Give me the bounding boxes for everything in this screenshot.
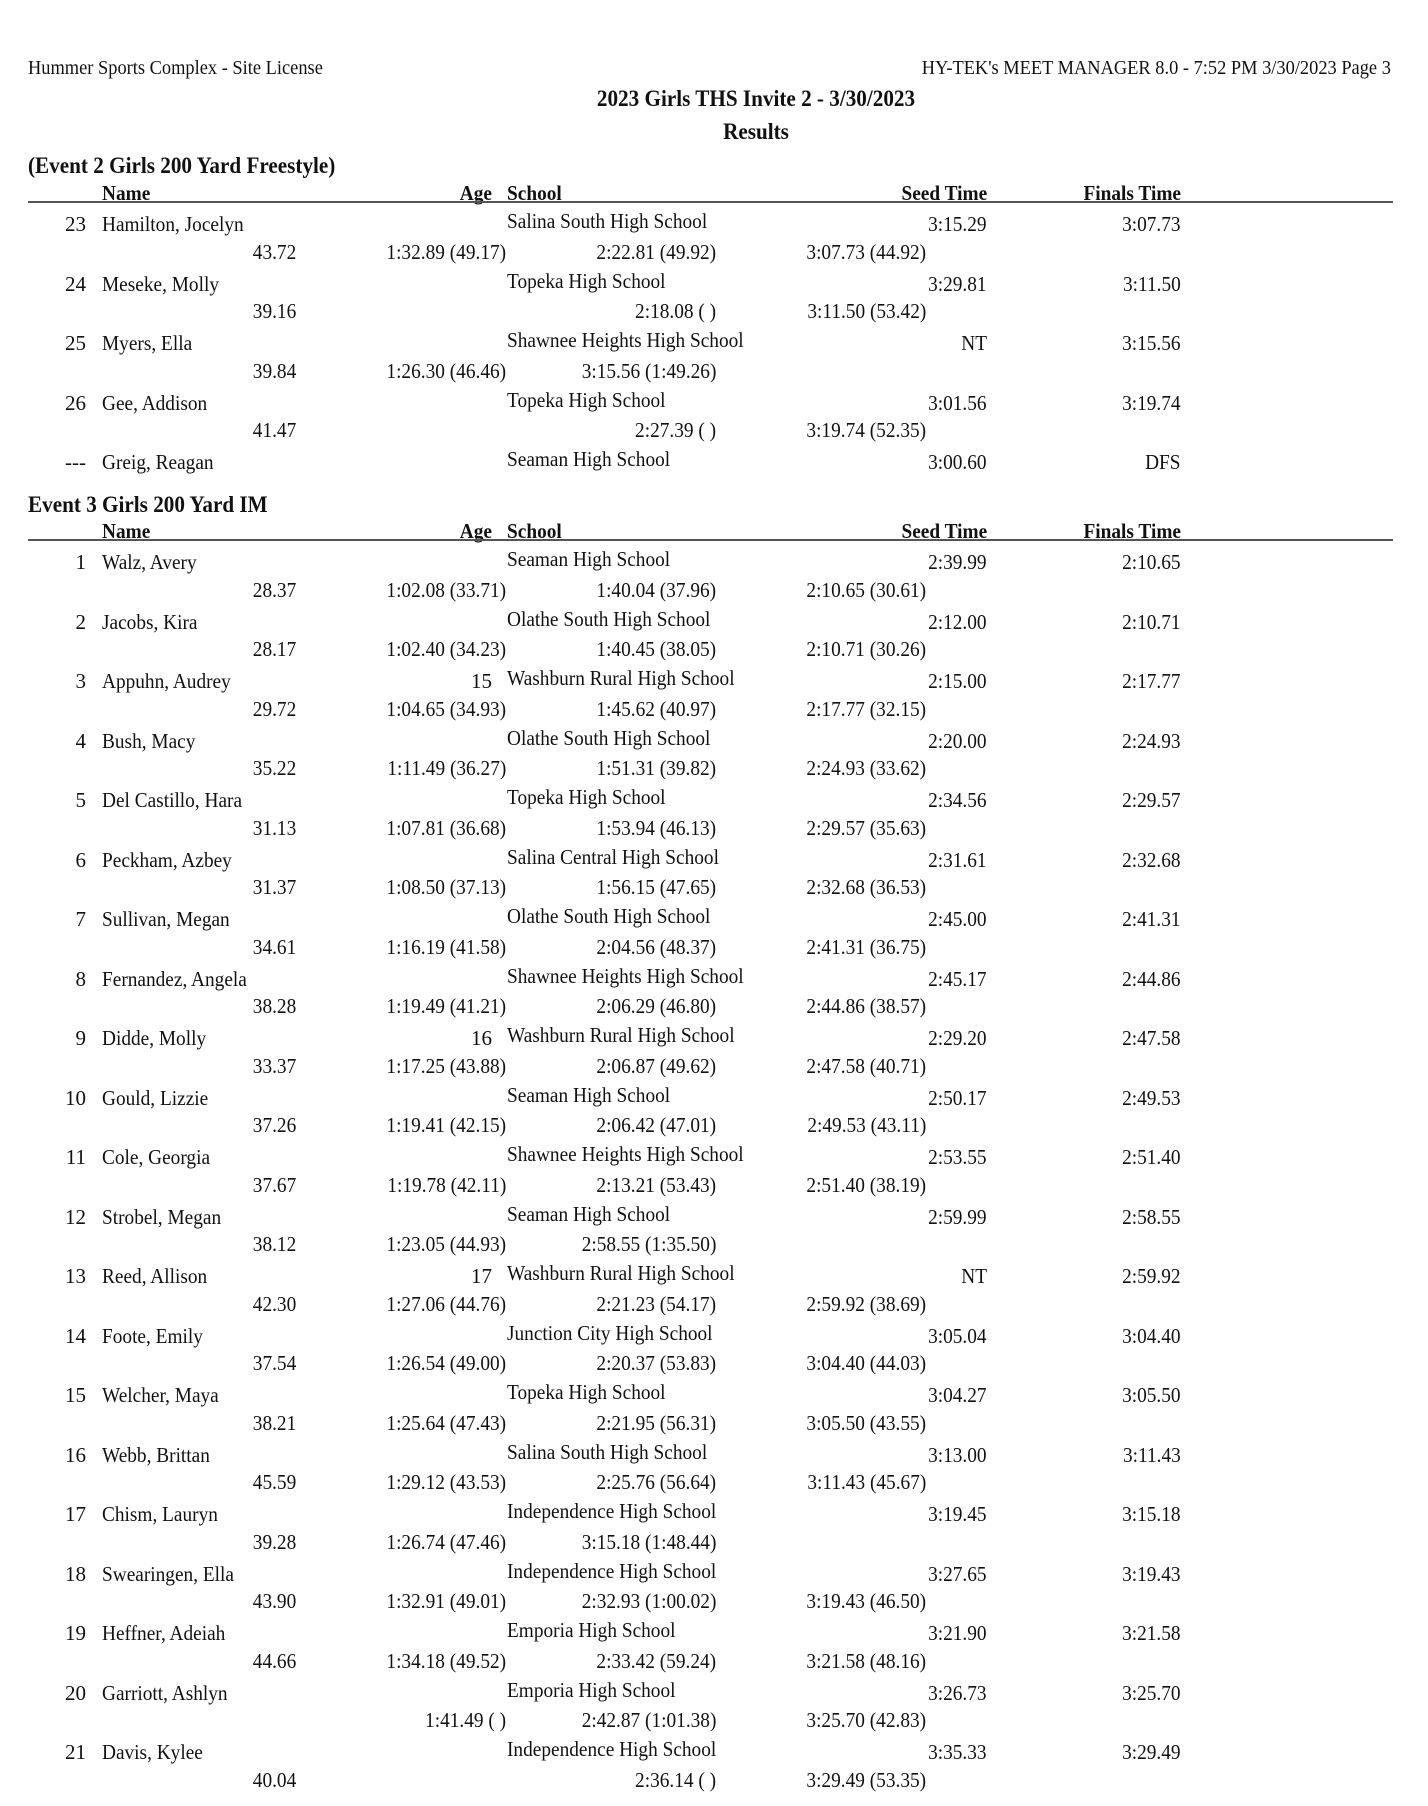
school-name: Washburn Rural High School xyxy=(507,1261,735,1285)
swimmer-name: Del Castillo, Hara xyxy=(102,788,243,812)
split-time: 2:06.42 (47.01) xyxy=(596,1113,716,1138)
finals-time: 2:24.93 xyxy=(1122,728,1181,753)
column-header-seed-time: Seed Time xyxy=(901,181,987,205)
split-time: 2:32.68 (36.53) xyxy=(806,875,926,900)
finals-time: 2:10.71 xyxy=(1122,609,1181,634)
split-time: 1:53.94 (46.13) xyxy=(596,815,716,840)
software-info: HY-TEK's MEET MANAGER 8.0 - 7:52 PM 3/30/2023 Page 3 xyxy=(921,57,1391,79)
swimmer-name: Foote, Emily xyxy=(102,1323,203,1348)
result-place: 11 xyxy=(65,1145,86,1169)
split-time: 3:19.43 (46.50) xyxy=(806,1589,926,1614)
split-time: 3:11.50 (53.42) xyxy=(807,299,926,324)
school-name: Topeka High School xyxy=(507,785,666,809)
school-name: Salina Central High School xyxy=(507,844,719,869)
seed-time: 2:50.17 xyxy=(928,1085,987,1110)
split-time: 2:58.55 (1:35.50) xyxy=(581,1232,716,1257)
seed-time: 2:53.55 xyxy=(928,1145,987,1169)
split-time: 3:21.58 (48.16) xyxy=(806,1648,926,1673)
split-time: 1:45.62 (40.97) xyxy=(596,696,716,721)
school-name: Topeka High School xyxy=(507,1380,666,1404)
swimmer-name: Sullivan, Megan xyxy=(102,907,230,931)
finals-time: 3:25.70 xyxy=(1122,1680,1181,1705)
school-name: Seaman High School xyxy=(507,1082,671,1107)
finals-time: 2:29.57 xyxy=(1122,788,1181,812)
seed-time: 3:05.04 xyxy=(928,1323,987,1348)
split-time: 43.90 xyxy=(252,1589,296,1614)
split-time: 1:23.05 (44.93) xyxy=(386,1232,506,1257)
split-time: 3:11.43 (45.67) xyxy=(807,1470,926,1495)
result-place: 23 xyxy=(65,212,86,236)
split-time: 39.16 xyxy=(252,299,296,324)
split-time: 2:25.76 (56.64) xyxy=(596,1470,716,1495)
swimmer-name: Meseke, Molly xyxy=(102,271,219,296)
header-divider xyxy=(28,539,1393,541)
split-time: 29.72 xyxy=(252,696,296,721)
split-time: 2:10.71 (30.26) xyxy=(806,637,926,662)
split-time: 39.84 xyxy=(252,358,296,383)
finals-time: 2:10.65 xyxy=(1122,550,1181,574)
result-place: 24 xyxy=(65,271,86,296)
split-time: 37.67 xyxy=(252,1172,296,1197)
swimmer-name: Peckham, Azbey xyxy=(102,847,232,872)
seed-time: 2:59.99 xyxy=(928,1204,987,1229)
seed-time: 3:26.73 xyxy=(928,1680,987,1705)
split-time: 2:13.21 (53.43) xyxy=(596,1172,716,1197)
split-time: 3:29.49 (53.35) xyxy=(806,1767,926,1792)
school-name: Salina South High School xyxy=(507,209,708,233)
seed-time: 3:00.60 xyxy=(928,450,987,474)
split-time: 38.28 xyxy=(252,994,296,1019)
split-time: 45.59 xyxy=(252,1470,296,1495)
finals-time: 3:05.50 xyxy=(1122,1383,1181,1407)
finals-time: 3:11.50 xyxy=(1123,271,1181,296)
column-header-name: Name xyxy=(102,519,151,543)
finals-time: 3:29.49 xyxy=(1122,1740,1181,1764)
split-time: 2:36.14 ( ) xyxy=(634,1767,716,1792)
split-time: 31.13 xyxy=(252,815,296,840)
split-time: 2:32.93 (1:00.02) xyxy=(581,1589,716,1614)
split-time: 2:10.65 (30.61) xyxy=(806,577,926,602)
finals-time: 3:19.43 xyxy=(1122,1561,1181,1586)
split-time: 1:19.41 (42.15) xyxy=(386,1113,506,1138)
split-time: 2:59.92 (38.69) xyxy=(806,1291,926,1316)
swimmer-name: Myers, Ella xyxy=(102,331,193,355)
swimmer-name: Gee, Addison xyxy=(102,390,208,415)
result-place: 8 xyxy=(75,966,86,991)
split-time: 1:02.40 (34.23) xyxy=(386,637,506,662)
split-time: 2:27.39 ( ) xyxy=(634,418,716,443)
column-header-age: Age xyxy=(459,519,492,543)
swimmer-name: Webb, Brittan xyxy=(102,1442,210,1467)
swimmer-name: Walz, Avery xyxy=(102,550,197,574)
school-name: Olathe South High School xyxy=(507,725,711,750)
split-time: 2:51.40 (38.19) xyxy=(806,1172,926,1197)
column-header-seed-time: Seed Time xyxy=(901,519,987,543)
seed-time: NT xyxy=(961,1264,987,1288)
split-time: 2:20.37 (53.83) xyxy=(596,1351,716,1376)
split-time: 37.54 xyxy=(252,1351,296,1376)
school-name: Emporia High School xyxy=(507,1618,676,1642)
seed-time: 2:29.20 xyxy=(928,1026,987,1050)
split-time: 44.66 xyxy=(252,1648,296,1673)
header-divider xyxy=(28,201,1393,203)
seed-time: 3:01.56 xyxy=(928,390,987,415)
column-header-school: School xyxy=(507,181,562,205)
seed-time: 2:12.00 xyxy=(928,609,987,634)
result-place: 15 xyxy=(65,1383,86,1407)
finals-time: 2:58.55 xyxy=(1122,1204,1181,1229)
column-header-finals-time: Finals Time xyxy=(1083,519,1181,543)
split-time: 1:16.19 (41.58) xyxy=(386,934,506,959)
seed-time: 3:27.65 xyxy=(928,1561,987,1586)
swimmer-age: 16 xyxy=(471,1026,492,1050)
seed-time: 3:19.45 xyxy=(928,1502,987,1526)
seed-time: 2:34.56 xyxy=(928,788,987,812)
seed-time: 3:21.90 xyxy=(928,1621,987,1645)
column-header-finals-time: Finals Time xyxy=(1083,181,1181,205)
swimmer-name: Strobel, Megan xyxy=(102,1204,222,1229)
split-time: 31.37 xyxy=(252,875,296,900)
result-place: 4 xyxy=(75,728,86,753)
school-name: Topeka High School xyxy=(507,268,666,293)
finals-time: 2:49.53 xyxy=(1122,1085,1181,1110)
seed-time: 3:29.81 xyxy=(928,271,987,296)
split-time: 43.72 xyxy=(252,239,296,264)
result-place: 17 xyxy=(65,1502,86,1526)
split-time: 1:41.49 ( ) xyxy=(424,1708,506,1733)
result-place: 26 xyxy=(65,390,86,415)
swimmer-name: Cole, Georgia xyxy=(102,1145,211,1169)
result-place: 1 xyxy=(75,550,86,574)
split-time: 3:15.18 (1:48.44) xyxy=(581,1529,716,1554)
split-time: 1:19.49 (41.21) xyxy=(386,994,506,1019)
result-place: 9 xyxy=(75,1026,86,1050)
split-time: 1:08.50 (37.13) xyxy=(386,875,506,900)
split-time: 28.17 xyxy=(252,637,296,662)
result-place: 2 xyxy=(75,609,86,634)
split-time: 28.37 xyxy=(252,577,296,602)
split-time: 1:32.89 (49.17) xyxy=(386,239,506,264)
finals-time: 2:32.68 xyxy=(1122,847,1181,872)
swimmer-name: Reed, Allison xyxy=(102,1264,208,1288)
split-time: 40.04 xyxy=(252,1767,296,1792)
school-name: Seaman High School xyxy=(507,547,671,571)
split-time: 3:04.40 (44.03) xyxy=(806,1351,926,1376)
split-time: 3:25.70 (42.83) xyxy=(806,1708,926,1733)
split-time: 1:26.54 (49.00) xyxy=(386,1351,506,1376)
split-time: 2:18.08 ( ) xyxy=(634,299,716,324)
swimmer-name: Bush, Macy xyxy=(102,728,196,753)
result-place: 12 xyxy=(65,1204,86,1229)
seed-time: 2:20.00 xyxy=(928,728,987,753)
school-name: Topeka High School xyxy=(507,387,666,412)
split-time: 2:21.95 (56.31) xyxy=(596,1410,716,1435)
school-name: Seaman High School xyxy=(507,447,671,471)
result-place: 10 xyxy=(65,1085,86,1110)
swimmer-name: Greig, Reagan xyxy=(102,450,214,474)
result-place: 19 xyxy=(65,1621,86,1645)
split-time: 3:19.74 (52.35) xyxy=(806,418,926,443)
seed-time: 2:15.00 xyxy=(928,669,987,693)
split-time: 2:21.23 (54.17) xyxy=(596,1291,716,1316)
finals-time: 3:15.18 xyxy=(1122,1502,1181,1526)
split-time: 1:11.49 (36.27) xyxy=(387,756,506,781)
school-name: Olathe South High School xyxy=(507,904,711,928)
result-place: 18 xyxy=(65,1561,86,1586)
split-time: 3:05.50 (43.55) xyxy=(806,1410,926,1435)
split-time: 1:17.25 (43.88) xyxy=(386,1053,506,1078)
seed-time: 3:35.33 xyxy=(928,1740,987,1764)
split-time: 2:24.93 (33.62) xyxy=(806,756,926,781)
school-name: Seaman High School xyxy=(507,1201,671,1226)
swimmer-name: Gould, Lizzie xyxy=(102,1085,209,1110)
split-time: 2:22.81 (49.92) xyxy=(596,239,716,264)
site-license: Hummer Sports Complex - Site License xyxy=(28,57,323,79)
results-subtitle: Results xyxy=(723,119,789,144)
finals-time: 2:47.58 xyxy=(1122,1026,1181,1050)
split-time: 1:40.04 (37.96) xyxy=(596,577,716,602)
split-time: 3:07.73 (44.92) xyxy=(806,239,926,264)
split-time: 2:06.29 (46.80) xyxy=(596,994,716,1019)
split-time: 1:02.08 (33.71) xyxy=(386,577,506,602)
school-name: Junction City High School xyxy=(507,1320,713,1345)
school-name: Salina South High School xyxy=(507,1439,708,1464)
school-name: Independence High School xyxy=(507,1558,717,1583)
column-header-age: Age xyxy=(459,181,492,205)
result-place: 13 xyxy=(65,1264,86,1288)
split-time: 1:26.74 (47.46) xyxy=(386,1529,506,1554)
swimmer-name: Jacobs, Kira xyxy=(102,609,198,634)
seed-time: 3:04.27 xyxy=(928,1383,987,1407)
swimmer-name: Didde, Molly xyxy=(102,1026,207,1050)
split-time: 1:29.12 (43.53) xyxy=(386,1470,506,1495)
finals-time: 3:19.74 xyxy=(1122,390,1181,415)
split-time: 37.26 xyxy=(252,1113,296,1138)
split-time: 1:26.30 (46.46) xyxy=(386,358,506,383)
swimmer-name: Fernandez, Angela xyxy=(102,966,247,991)
school-name: Olathe South High School xyxy=(507,606,711,631)
school-name: Emporia High School xyxy=(507,1677,676,1702)
column-header-school: School xyxy=(507,519,562,543)
finals-time: 3:15.56 xyxy=(1122,331,1181,355)
split-time: 2:33.42 (59.24) xyxy=(596,1648,716,1673)
finals-time: 2:51.40 xyxy=(1122,1145,1181,1169)
school-name: Independence High School xyxy=(507,1499,717,1523)
split-time: 2:42.87 (1:01.38) xyxy=(581,1708,716,1733)
result-place: 21 xyxy=(65,1740,86,1764)
result-place: 20 xyxy=(65,1680,86,1705)
split-time: 1:32.91 (49.01) xyxy=(386,1589,506,1614)
split-time: 35.22 xyxy=(252,756,296,781)
split-time: 2:04.56 (48.37) xyxy=(596,934,716,959)
seed-time: 2:39.99 xyxy=(928,550,987,574)
result-place: 6 xyxy=(75,847,86,872)
split-time: 1:19.78 (42.11) xyxy=(387,1172,506,1197)
split-time: 1:34.18 (49.52) xyxy=(386,1648,506,1673)
school-name: Independence High School xyxy=(507,1737,717,1761)
split-time: 1:40.45 (38.05) xyxy=(596,637,716,662)
swimmer-name: Garriott, Ashlyn xyxy=(102,1680,228,1705)
split-time: 2:41.31 (36.75) xyxy=(806,934,926,959)
swimmer-name: Swearingen, Ella xyxy=(102,1561,234,1586)
seed-time: 2:45.00 xyxy=(928,907,987,931)
split-time: 1:04.65 (34.93) xyxy=(386,696,506,721)
seed-time: 3:13.00 xyxy=(928,1442,987,1467)
split-time: 2:06.87 (49.62) xyxy=(596,1053,716,1078)
finals-time: 2:59.92 xyxy=(1122,1264,1181,1288)
split-time: 39.28 xyxy=(252,1529,296,1554)
split-time: 2:29.57 (35.63) xyxy=(806,815,926,840)
seed-time: NT xyxy=(961,331,987,355)
split-time: 3:15.56 (1:49.26) xyxy=(581,358,716,383)
result-place: 14 xyxy=(65,1323,86,1348)
result-place: --- xyxy=(65,450,86,474)
swimmer-name: Chism, Lauryn xyxy=(102,1502,218,1526)
split-time: 33.37 xyxy=(252,1053,296,1078)
result-place: 25 xyxy=(65,331,86,355)
split-time: 2:47.58 (40.71) xyxy=(806,1053,926,1078)
swimmer-name: Welcher, Maya xyxy=(102,1383,219,1407)
finals-time: 2:41.31 xyxy=(1122,907,1181,931)
finals-time: 3:21.58 xyxy=(1122,1621,1181,1645)
seed-time: 2:45.17 xyxy=(928,966,987,991)
result-place: 5 xyxy=(75,788,86,812)
school-name: Shawnee Heights High School xyxy=(507,328,744,352)
school-name: Shawnee Heights High School xyxy=(507,963,744,988)
split-time: 34.61 xyxy=(252,934,296,959)
swimmer-name: Davis, Kylee xyxy=(102,1740,203,1764)
split-time: 42.30 xyxy=(252,1291,296,1316)
swimmer-name: Appuhn, Audrey xyxy=(102,669,231,693)
school-name: Shawnee Heights High School xyxy=(507,1142,744,1166)
split-time: 2:49.53 (43.11) xyxy=(807,1113,926,1138)
event-title: Event 3 Girls 200 Yard IM xyxy=(28,492,268,517)
swimmer-age: 17 xyxy=(471,1264,492,1288)
split-time: 2:17.77 (32.15) xyxy=(806,696,926,721)
split-time: 38.12 xyxy=(252,1232,296,1257)
finals-time: 2:17.77 xyxy=(1122,669,1181,693)
swimmer-age: 15 xyxy=(471,669,492,693)
split-time: 2:44.86 (38.57) xyxy=(806,994,926,1019)
split-time: 1:56.15 (47.65) xyxy=(596,875,716,900)
swimmer-name: Hamilton, Jocelyn xyxy=(102,212,244,236)
seed-time: 2:31.61 xyxy=(928,847,987,872)
split-time: 38.21 xyxy=(252,1410,296,1435)
event-title: (Event 2 Girls 200 Yard Freestyle) xyxy=(28,153,336,178)
seed-time: 3:15.29 xyxy=(928,212,987,236)
school-name: Washburn Rural High School xyxy=(507,666,735,690)
meet-title: 2023 Girls THS Invite 2 - 3/30/2023 xyxy=(596,86,916,111)
finals-time: 3:07.73 xyxy=(1122,212,1181,236)
result-place: 7 xyxy=(75,907,86,931)
school-name: Washburn Rural High School xyxy=(507,1023,735,1047)
finals-time: 2:44.86 xyxy=(1122,966,1181,991)
swimmer-name: Heffner, Adeiah xyxy=(102,1621,226,1645)
split-time: 1:51.31 (39.82) xyxy=(596,756,716,781)
split-time: 41.47 xyxy=(252,418,296,443)
finals-time: 3:11.43 xyxy=(1123,1442,1181,1467)
split-time: 1:25.64 (47.43) xyxy=(386,1410,506,1435)
finals-time: DFS xyxy=(1145,450,1181,474)
result-place: 16 xyxy=(65,1442,86,1467)
split-time: 1:27.06 (44.76) xyxy=(386,1291,506,1316)
column-header-name: Name xyxy=(102,181,151,205)
split-time: 1:07.81 (36.68) xyxy=(386,815,506,840)
result-place: 3 xyxy=(75,669,86,693)
finals-time: 3:04.40 xyxy=(1122,1323,1181,1348)
